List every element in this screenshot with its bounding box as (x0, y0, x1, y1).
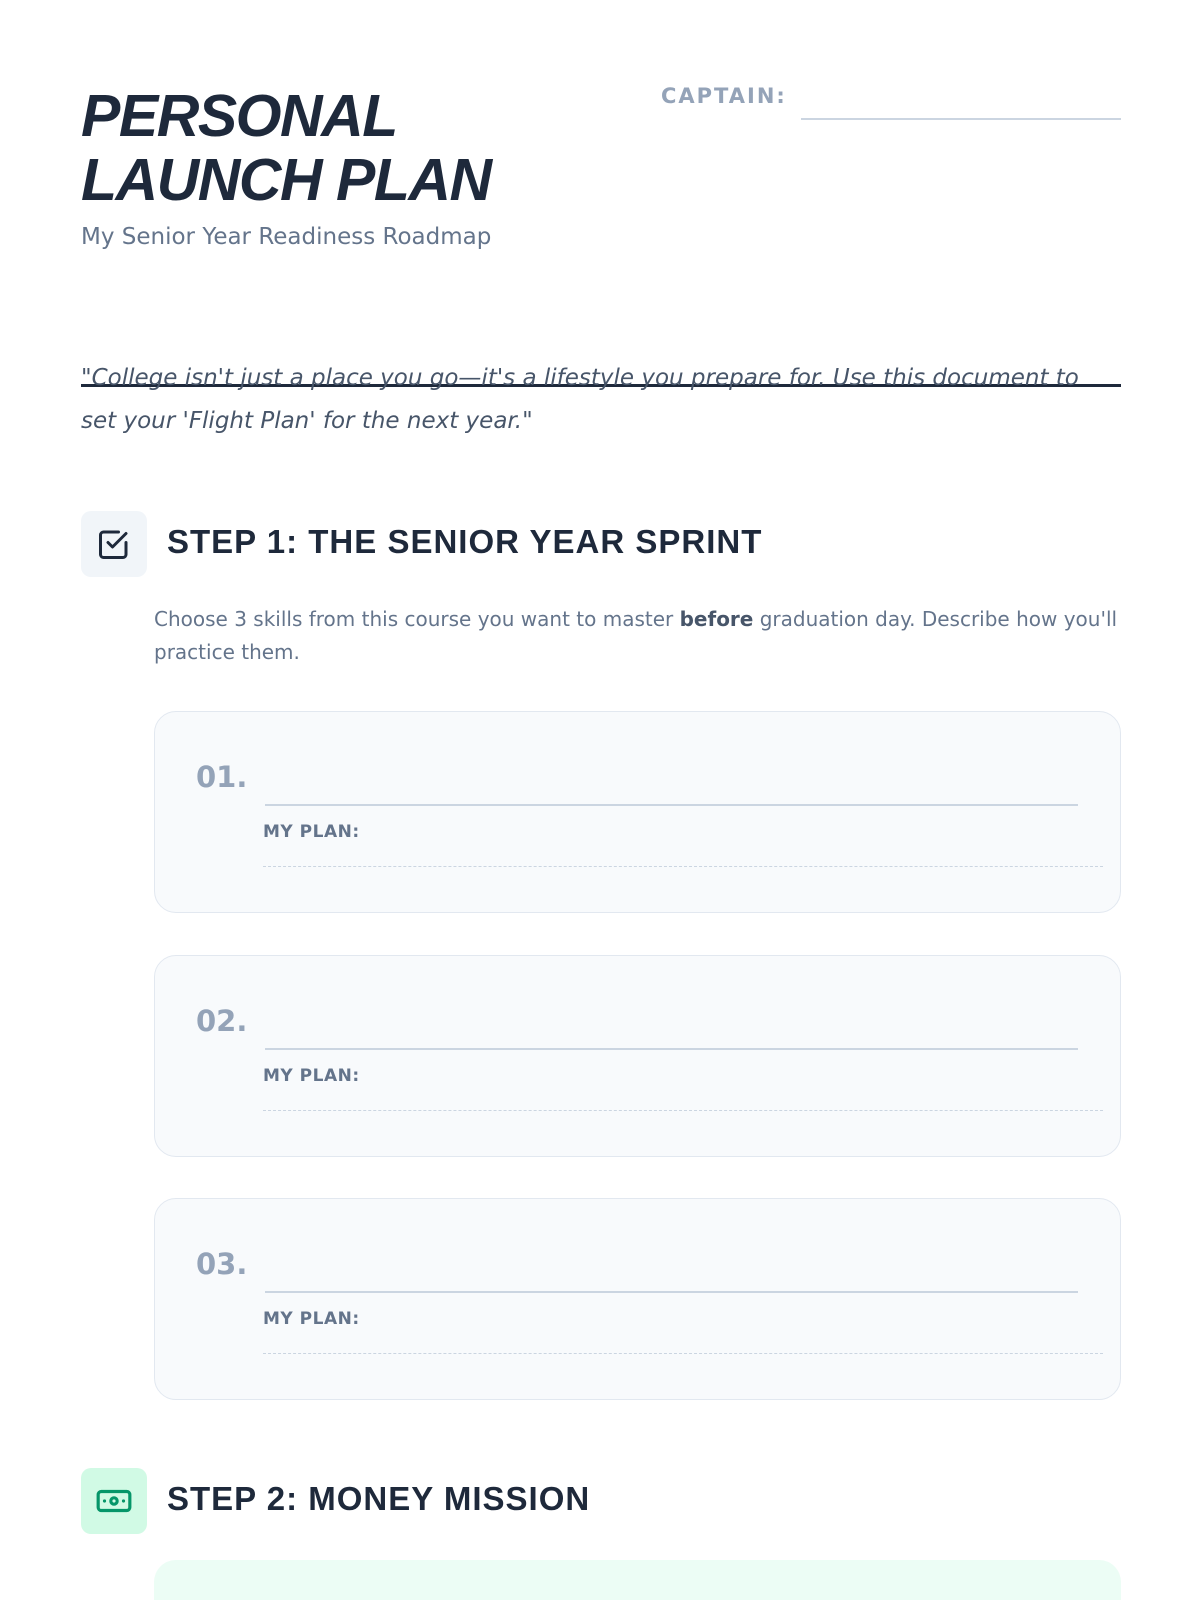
intro-quote: "College isn't just a place you go—it's a lifestyle you prepare for. Use this document to set your 'Flight Plan' for the next year." (81, 365, 1079, 434)
money-mission-card (154, 1560, 1121, 1600)
page-title-line-2: LAUNCH PLAN (81, 147, 491, 213)
skill-card-3 (154, 1198, 1121, 1400)
plan-input-line[interactable] (263, 866, 1103, 867)
step-1-desc-emphasis: before (679, 607, 754, 631)
skill-number: 02. (196, 1004, 248, 1038)
plan-input-line[interactable] (263, 1353, 1103, 1354)
skill-card-1 (154, 711, 1121, 913)
skill-input-line[interactable] (265, 1048, 1078, 1050)
step-1-desc-text-end: graduation day. Describe how you'll practice them. (154, 607, 1118, 664)
banknote-icon (81, 1468, 147, 1534)
captain-label: CAPTAIN: (661, 84, 787, 108)
plan-label: MY PLAN: (263, 1066, 360, 1086)
skill-card-2 (154, 955, 1121, 1157)
captain-field (661, 84, 1121, 120)
step-2-title: STEP 2: MONEY MISSION (167, 1480, 591, 1517)
step-2-header (81, 1468, 1121, 1534)
checkbox-icon (81, 511, 147, 577)
plan-input-line[interactable] (263, 1110, 1103, 1111)
page-subtitle: My Senior Year Readiness Roadmap (81, 224, 492, 250)
skill-input-line[interactable] (265, 804, 1078, 806)
plan-label: MY PLAN: (263, 822, 360, 842)
captain-input-line[interactable] (801, 118, 1121, 120)
step-1-description (154, 603, 1121, 669)
skill-input-line[interactable] (265, 1291, 1078, 1293)
step-1-desc-text: Choose 3 skills from this course you want to master (154, 607, 680, 631)
step-1-title: STEP 1: THE SENIOR YEAR SPRINT (167, 523, 763, 560)
header (81, 84, 1121, 304)
step-1-header (81, 511, 1121, 577)
plan-label: MY PLAN: (263, 1309, 360, 1329)
page-title-line-1: PERSONAL (81, 83, 397, 149)
skill-number: 01. (196, 760, 248, 794)
worksheet-page (81, 0, 1121, 1600)
skill-number: 03. (196, 1247, 248, 1281)
